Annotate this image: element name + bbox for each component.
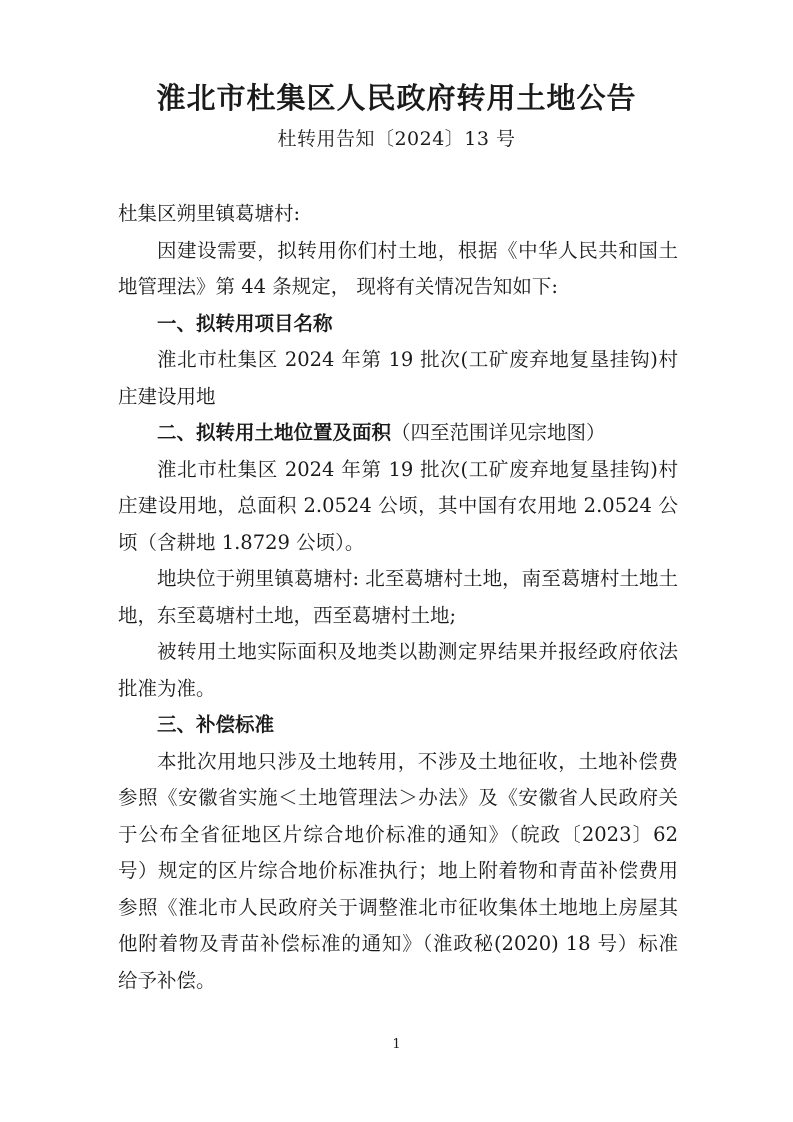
section-1-heading: 一、拟转用项目名称 <box>157 311 333 335</box>
section-2-heading-text: 二、拟转用土地位置及面积 <box>157 421 392 444</box>
document-number: 杜转用告知〔2024〕13 号 <box>277 128 516 150</box>
section-2-text-2: 地块位于朔里镇葛塘村: 北至葛塘村土地，南至葛塘村土地土地，东至葛塘村土地，西至葛塘村土地; <box>118 567 678 627</box>
section-1-text: 淮北市杜集区 2024 年第 19 批次(工矿废弃地复垦挂钩)村庄建设用地 <box>118 348 678 408</box>
section-2-text-3: 被转用土地实际面积及地类以勘测定界结果并报经政府依法批准为准。 <box>118 640 678 700</box>
section-3-heading: 三、补偿标准 <box>157 713 275 736</box>
section-3-text: 本批次用地只涉及土地转用，不涉及土地征收，土地补偿费参照《安徽省实施＜土地管理法＞办法》及《安徽省人民政府关于公布全省征地区片综合地价标准的通知》（皖政〔2023〕62 号）规定的区片综合地价标准执行；地上附着物和青苗补偿费用参照《淮北市人民政府关于调整淮北市征收集体土地地上房屋其他附着物及青苗补偿标准的通知》（淮政秘(2020) 18 号）标准给予补偿。 <box>118 749 678 992</box>
intro-paragraph: 因建设需要，拟转用你们村土地，根据《中华人民共和国土地管理法》第 44 条规定， 现将有关情况告知如下: <box>118 238 678 298</box>
document-title: 淮北市杜集区人民政府转用土地公告 <box>156 81 637 115</box>
section-2-heading-note: （四至范围详见宗地图） <box>391 421 606 444</box>
section-2-heading <box>118 415 678 452</box>
page-number: 1 <box>392 1037 401 1052</box>
salutation: 杜集区朔里镇葛塘村: <box>118 202 301 225</box>
section-2-text-1: 淮北市杜集区 2024 年第 19 批次(工矿废弃地复垦挂钩)村庄建设用地，总面积 2.0524 公顷，其中国有农用地 2.0524 公顷（含耕地 1.8729 公顷）。 <box>118 457 678 554</box>
document-body <box>118 196 678 999</box>
